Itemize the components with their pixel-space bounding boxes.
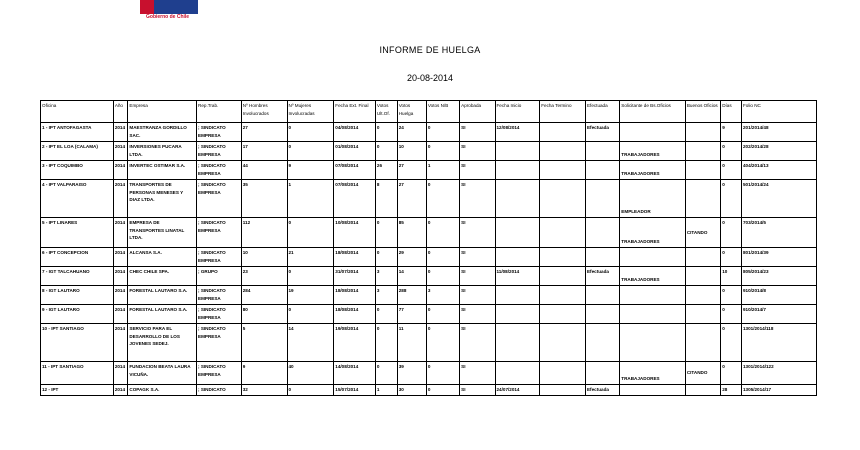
table-cell: 27 <box>397 180 426 218</box>
table-cell: 5 - IPT LINARES <box>41 218 114 248</box>
table-body <box>41 123 817 396</box>
table-cell: 17 <box>241 142 287 161</box>
table-cell: 0 <box>426 362 459 385</box>
table-cell: 801/2014/39 <box>741 248 816 267</box>
table-cell: 0 <box>721 218 742 248</box>
table-cell: 0 <box>426 248 459 267</box>
table-cell <box>495 286 540 305</box>
table-cell: ; SINDICATO EMPRESA <box>197 161 242 180</box>
table-cell: 9 <box>721 123 742 142</box>
table-cell: 2014 <box>113 305 128 324</box>
table-cell: Efectuada <box>585 267 619 286</box>
table-cell: 1 <box>375 385 397 396</box>
column-header: Fecha Inicio <box>495 101 540 123</box>
table-cell <box>620 123 686 142</box>
table-cell: TRABAJADORES <box>620 218 686 248</box>
table-cell <box>685 385 720 396</box>
table-cell: 23 <box>241 267 287 286</box>
table-row <box>41 267 817 286</box>
table-cell: 0 <box>375 305 397 324</box>
column-header: Folio NC <box>741 101 816 123</box>
table-cell: 27 <box>397 161 426 180</box>
table-cell: 85 <box>397 218 426 248</box>
table-cell: 10 <box>721 267 742 286</box>
table-cell: 21 <box>287 248 334 267</box>
table-cell: 14 <box>397 267 426 286</box>
table-cell <box>685 267 720 286</box>
table-header-row <box>41 101 817 123</box>
table-cell: 1305/2014/17 <box>741 385 816 396</box>
table-cell: 2014 <box>113 180 128 218</box>
table-cell: 2014 <box>113 142 128 161</box>
table-row <box>41 324 817 362</box>
table-cell: TRABAJADORES <box>620 267 686 286</box>
table-cell: 2014 <box>113 385 128 396</box>
column-header: Buenos Oficios <box>685 101 720 123</box>
table-cell: 14 <box>287 324 334 362</box>
table-cell: FORESTAL LAUTARO S.A. <box>128 305 197 324</box>
table-cell: 3 <box>426 286 459 305</box>
table-cell <box>620 286 686 305</box>
column-header: Fecha Termino <box>540 101 586 123</box>
table-row <box>41 180 817 218</box>
table-cell: 202/2014/28 <box>741 142 816 161</box>
table-cell: SERVICIO PARA EL DESARROLLO DE LOS JOVENES SEDEJ. <box>128 324 197 362</box>
table-cell: 10 - IPT SANTIAGO <box>41 324 114 362</box>
table-cell: 0 <box>375 142 397 161</box>
table-cell <box>495 324 540 362</box>
table-cell: 8 <box>375 180 397 218</box>
table-cell <box>540 161 586 180</box>
table-cell: ; SINDICATO EMPRESA <box>197 305 242 324</box>
table-cell: 31/07/2014 <box>334 267 376 286</box>
table-cell: 0 <box>426 142 459 161</box>
table-cell: ; GRUPO <box>197 267 242 286</box>
table-cell: 07/08/2014 <box>334 161 376 180</box>
table-cell: ALCANSA S.A. <box>128 248 197 267</box>
table-cell: 0 <box>426 123 459 142</box>
table-cell: SI <box>460 324 495 362</box>
table-cell: 12/08/2014 <box>495 123 540 142</box>
table-cell: 0 <box>287 267 334 286</box>
table-cell <box>540 305 586 324</box>
table-cell <box>540 385 586 396</box>
table-row <box>41 385 817 396</box>
table-cell: SI <box>460 305 495 324</box>
table-row <box>41 123 817 142</box>
table-cell: EMPRESA DE TRANSPORTES LINATAL LTDA. <box>128 218 197 248</box>
table-cell <box>495 161 540 180</box>
table-row <box>41 362 817 385</box>
table-cell <box>620 324 686 362</box>
table-cell: 0 <box>287 305 334 324</box>
table-cell: 0 <box>721 161 742 180</box>
table-cell: SI <box>460 180 495 218</box>
table-cell <box>685 324 720 362</box>
table-cell: 910/2014/7 <box>741 305 816 324</box>
table-cell: 39 <box>397 362 426 385</box>
table-cell: 8 - IGT LAUTARO <box>41 286 114 305</box>
table-cell: 112 <box>241 218 287 248</box>
table-cell <box>540 142 586 161</box>
table-cell <box>620 305 686 324</box>
table-cell <box>585 180 619 218</box>
table-cell: INVERTEC OSTIMAR S.A. <box>128 161 197 180</box>
table-cell: ; SINDICATO EMPRESA <box>197 324 242 362</box>
table-cell: 501/2014/24 <box>741 180 816 218</box>
column-header: Oficina <box>41 101 114 123</box>
table-cell: 40 <box>287 362 334 385</box>
table-cell: 10/08/2014 <box>334 218 376 248</box>
table-cell: 0 <box>721 142 742 161</box>
table-cell: 0 <box>287 218 334 248</box>
table-cell: 1 - IPT ANTOFAGASTA <box>41 123 114 142</box>
table-cell <box>495 142 540 161</box>
column-header: Votos Huelga <box>397 101 426 123</box>
table-cell: 10 <box>397 142 426 161</box>
table-cell: 30 <box>397 385 426 396</box>
table-cell: 2014 <box>113 267 128 286</box>
table-cell: SI <box>460 286 495 305</box>
table-cell: 3 <box>375 286 397 305</box>
column-header: Votos Ult.Of. <box>375 101 397 123</box>
table-cell: 0 <box>375 324 397 362</box>
table-cell: 2014 <box>113 286 128 305</box>
table-cell <box>495 180 540 218</box>
table-cell: 0 <box>426 385 459 396</box>
table-cell <box>685 142 720 161</box>
table-cell: 12 - IPT <box>41 385 114 396</box>
table-cell: 11 <box>397 324 426 362</box>
table-cell: SI <box>460 142 495 161</box>
table-cell <box>540 180 586 218</box>
table-cell <box>685 161 720 180</box>
table-cell <box>585 305 619 324</box>
table-cell: 0 <box>287 142 334 161</box>
table-cell: ; SINDICATO EMPRESA <box>197 142 242 161</box>
table-cell: FUNDACION BEATA LAURA VICUÑA. <box>128 362 197 385</box>
table-cell: 29 <box>397 248 426 267</box>
table-cell: 26 <box>375 161 397 180</box>
table-cell <box>540 286 586 305</box>
table-cell: ; SINDICATO EMPRESA <box>197 123 242 142</box>
table-row <box>41 161 817 180</box>
table-cell: 35 <box>241 180 287 218</box>
table-cell: 15/07/2014 <box>334 385 376 396</box>
table-cell <box>585 218 619 248</box>
table-cell: 14/08/2014 <box>334 362 376 385</box>
table-cell <box>540 218 586 248</box>
table-cell <box>685 248 720 267</box>
column-header: Rep.Trab. <box>197 101 242 123</box>
column-header: Aprobada <box>460 101 495 123</box>
table-cell: 0 <box>721 180 742 218</box>
table-cell: 18/08/2014 <box>334 286 376 305</box>
table-cell: 11/08/2014 <box>495 267 540 286</box>
column-header: Votos N/B <box>426 101 459 123</box>
table-row <box>41 142 817 161</box>
table-cell: 24 <box>397 123 426 142</box>
table-cell: Efectuada <box>585 123 619 142</box>
table-cell: FORESTAL LAUTARO S.A. <box>128 286 197 305</box>
table-cell <box>685 180 720 218</box>
table-cell: 0 <box>287 385 334 396</box>
column-header: Solicitante de Bs.Oficios <box>620 101 686 123</box>
table-cell: 0 <box>375 248 397 267</box>
table-cell: 3 <box>375 267 397 286</box>
table-cell: 0 <box>426 180 459 218</box>
table-cell: 0 <box>426 324 459 362</box>
table-cell: 805/2014/23 <box>741 267 816 286</box>
table-cell <box>540 123 586 142</box>
table-cell: 19 <box>287 286 334 305</box>
report-date: 20-08-2014 <box>406 73 454 83</box>
table-cell <box>585 142 619 161</box>
table-cell: 0 <box>375 362 397 385</box>
table-cell <box>495 248 540 267</box>
table-cell: 18/08/2014 <box>334 248 376 267</box>
table-cell: 0 <box>721 324 742 362</box>
table-cell: 1301/2014/118 <box>741 324 816 362</box>
table-cell <box>620 248 686 267</box>
table-cell: 27 <box>241 123 287 142</box>
table-cell: 77 <box>397 305 426 324</box>
table-cell <box>540 324 586 362</box>
table-cell: 288 <box>397 286 426 305</box>
table-cell: CITANDO <box>685 362 720 385</box>
table-cell: Efectuada <box>585 385 619 396</box>
table-cell: 284 <box>241 286 287 305</box>
table-cell <box>585 161 619 180</box>
table-cell: 28 <box>721 385 742 396</box>
table-cell: 7 - IGT TALCAHUANO <box>41 267 114 286</box>
table-cell: CHEC CHILE SPA. <box>128 267 197 286</box>
table-cell: 80 <box>241 305 287 324</box>
table-cell: CITANDO <box>685 218 720 248</box>
column-header: Empresa <box>128 101 197 123</box>
table-cell: ; SINDICATO EMPRESA <box>197 218 242 248</box>
table-cell: 703/2014/5 <box>741 218 816 248</box>
table-cell: 10 <box>241 248 287 267</box>
strike-report-table <box>40 100 817 396</box>
table-cell <box>540 362 586 385</box>
table-cell: 4 - IPT VALPARAISO <box>41 180 114 218</box>
table-cell: SI <box>460 267 495 286</box>
government-logo <box>140 0 198 14</box>
table-cell: 11 - IPT SANTIAGO <box>41 362 114 385</box>
table-cell: COPAGK S.A. <box>128 385 197 396</box>
column-header: Fecha Ext. Final <box>334 101 376 123</box>
table-cell: 32 <box>241 385 287 396</box>
table-row <box>41 305 817 324</box>
table-cell: 2014 <box>113 362 128 385</box>
table-cell: 2014 <box>113 218 128 248</box>
column-header: Nº Hombres Involucrados <box>241 101 287 123</box>
table-row <box>41 218 817 248</box>
table-cell: 0 <box>426 305 459 324</box>
table-cell: 2014 <box>113 123 128 142</box>
table-cell: MAESTRANZA GORDILLO SAC. <box>128 123 197 142</box>
table-cell: EMPLEADOR <box>620 180 686 218</box>
table-cell: ; SINDICATO EMPRESA <box>197 362 242 385</box>
table-cell: ; SINDICATO <box>197 385 242 396</box>
table-cell: TRANSPORTES DE PERSONAS MENESES Y DIAZ LTDA. <box>128 180 197 218</box>
column-header: Nº Mujeres Involucradas <box>287 101 334 123</box>
table-cell: 18/08/2014 <box>334 305 376 324</box>
table-cell: 0 <box>426 267 459 286</box>
table-cell: 2 - IPT EL LOA (CALAMA) <box>41 142 114 161</box>
table-cell: SI <box>460 218 495 248</box>
table-cell: 04/08/2014 <box>334 123 376 142</box>
table-row <box>41 286 817 305</box>
table-cell <box>685 286 720 305</box>
table-cell: 0 <box>287 123 334 142</box>
column-header: Año <box>113 101 128 123</box>
table-cell: 1301/2014/122 <box>741 362 816 385</box>
table-cell: 01/08/2014 <box>334 142 376 161</box>
table-header <box>41 101 817 123</box>
table-cell <box>495 305 540 324</box>
table-cell: SI <box>460 385 495 396</box>
table-cell: 5 <box>241 324 287 362</box>
table-cell <box>540 248 586 267</box>
table-cell: 6 - IPT CONCEPCION <box>41 248 114 267</box>
table-cell: 0 <box>375 218 397 248</box>
table-cell: 07/08/2014 <box>334 180 376 218</box>
government-logo-text: Gobierno de Chile <box>146 14 190 20</box>
table-cell: 2014 <box>113 161 128 180</box>
table-cell: INVERSIONES PUCARA LTDA. <box>128 142 197 161</box>
logo-flag-strip <box>140 0 154 14</box>
table-cell <box>540 267 586 286</box>
table-cell: SI <box>460 123 495 142</box>
table-cell: 9 - IGT LAUTARO <box>41 305 114 324</box>
table-cell: 0 <box>426 218 459 248</box>
column-header: Días <box>721 101 742 123</box>
column-header: Efectuada <box>585 101 619 123</box>
table-cell: 0 <box>375 123 397 142</box>
table-cell <box>585 362 619 385</box>
table-cell: 0 <box>721 248 742 267</box>
table-cell: 910/2014/8 <box>741 286 816 305</box>
table-cell: 44 <box>241 161 287 180</box>
table-cell: TRABAJADORES <box>620 142 686 161</box>
table-cell: 9 <box>287 161 334 180</box>
table-cell: 1 <box>426 161 459 180</box>
table-cell: 9 <box>241 362 287 385</box>
table-cell: 201/2014/48 <box>741 123 816 142</box>
table-cell: 24/07/2014 <box>495 385 540 396</box>
table-cell: TRABAJADORES <box>620 362 686 385</box>
table-cell <box>685 305 720 324</box>
table-cell: SI <box>460 362 495 385</box>
table-cell <box>685 123 720 142</box>
table-cell <box>585 286 619 305</box>
table-cell: 3 - IPT COQUIMBO <box>41 161 114 180</box>
table-cell <box>495 218 540 248</box>
table-row <box>41 248 817 267</box>
table-cell: 0 <box>721 362 742 385</box>
table-cell <box>495 362 540 385</box>
table-cell: SI <box>460 248 495 267</box>
table-cell: ; SINDICATO EMPRESA <box>197 286 242 305</box>
table-cell: 0 <box>721 286 742 305</box>
table-cell: TRABAJADORES <box>620 161 686 180</box>
table-cell: ; SINDICATO EMPRESA <box>197 180 242 218</box>
table-cell: ; SINDICATO EMPRESA <box>197 248 242 267</box>
report-title: INFORME DE HUELGA <box>379 45 481 55</box>
table-cell <box>585 248 619 267</box>
table-cell: SI <box>460 161 495 180</box>
table-cell: 2014 <box>113 248 128 267</box>
table-cell <box>620 385 686 396</box>
table-cell: 404/2014/13 <box>741 161 816 180</box>
table-cell: 19/08/2014 <box>334 324 376 362</box>
table-cell: 0 <box>721 305 742 324</box>
table-cell: 2014 <box>113 324 128 362</box>
table-cell <box>585 324 619 362</box>
table-cell: 1 <box>287 180 334 218</box>
